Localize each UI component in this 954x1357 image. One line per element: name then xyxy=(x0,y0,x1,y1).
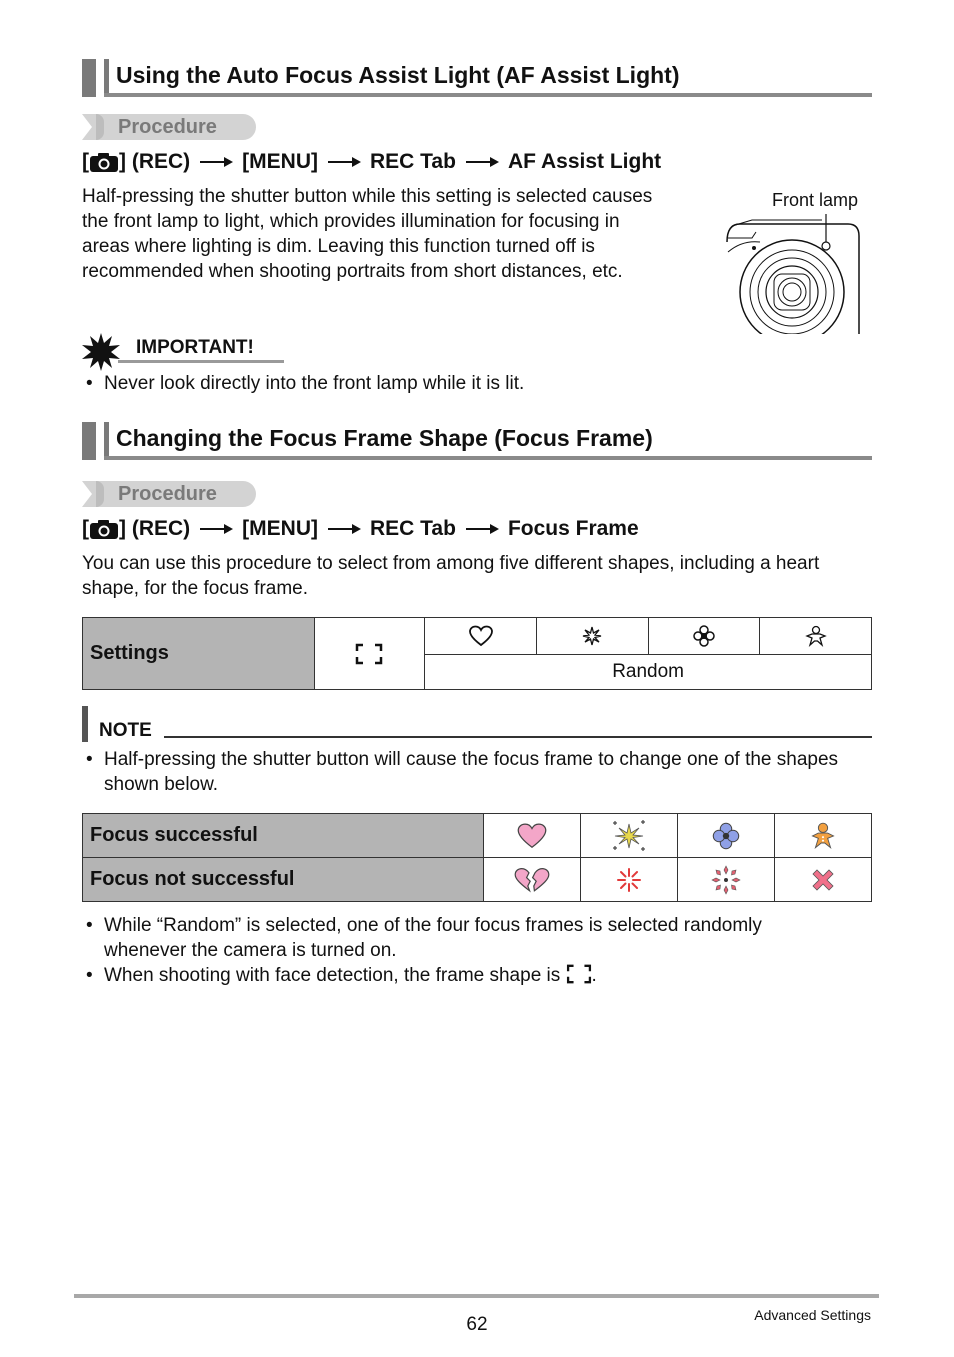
footer-section-name: Advanced Settings xyxy=(754,1307,871,1323)
important-label: IMPORTANT! xyxy=(136,337,254,358)
path-item: Focus Frame xyxy=(507,517,639,540)
menu-path: [ ] (REC) [MENU] REC Tab AF Assist Light xyxy=(82,150,662,173)
settings-table xyxy=(82,617,872,690)
path-menu: [MENU] xyxy=(242,517,318,540)
procedure-badge xyxy=(82,481,256,507)
heart-outline-icon xyxy=(425,618,537,655)
path-tab: REC Tab xyxy=(369,517,456,540)
arrow-right-icon xyxy=(464,156,500,168)
note-bar xyxy=(82,706,88,742)
path-rec: (REC) xyxy=(131,517,191,540)
heart-pink-icon xyxy=(484,814,581,858)
row-label: Focus not successful xyxy=(83,858,484,902)
bracket-frame-icon xyxy=(566,964,592,984)
burst-icon xyxy=(82,333,120,371)
procedure-label: Procedure xyxy=(118,483,217,505)
camera-icon xyxy=(89,152,119,173)
broken-heart-pink-icon xyxy=(484,858,581,902)
gingerbread-orange-icon xyxy=(775,814,872,858)
random-label: Random xyxy=(425,655,872,690)
heading-bar xyxy=(82,59,96,97)
procedure-label: Procedure xyxy=(118,116,217,138)
important-underline xyxy=(118,360,284,363)
arrow-right-icon xyxy=(326,523,362,535)
note-label: NOTE xyxy=(99,720,152,741)
figure-label: Front lamp xyxy=(772,190,859,210)
section-heading xyxy=(82,59,872,97)
arrow-right-icon xyxy=(198,156,234,168)
row-label: Focus successful xyxy=(83,814,484,858)
path-menu: [MENU] xyxy=(242,150,318,173)
path-rec: (REC) xyxy=(131,150,191,173)
focus-status-table xyxy=(82,813,872,902)
section-description: Half-pressing the shutter button while this setting is selected causes the front lamp to light, which provides illumination for focusing in areas where lighting is dim. Leaving this function turned off is recommended when shooting portraits from short distances, etc. xyxy=(82,186,653,282)
arrow-right-icon xyxy=(198,523,234,535)
gingerbread-outline-icon xyxy=(760,618,872,655)
camera-front-illustration xyxy=(722,212,867,337)
note-divider xyxy=(164,736,872,738)
heading-bar xyxy=(104,59,109,97)
flower-blue-icon xyxy=(678,814,775,858)
heading-underline xyxy=(104,93,872,97)
camera-icon xyxy=(89,519,119,540)
section-title: Changing the Focus Frame Shape (Focus Frame) xyxy=(116,425,653,451)
section-description: You can use this procedure to select from among five different shapes, including a heart shape, for the focus frame. xyxy=(82,553,820,599)
section-title: Using the Auto Focus Assist Light (AF Assist Light) xyxy=(116,62,680,88)
heading-underline xyxy=(104,456,872,460)
scattered-flower-red-icon xyxy=(678,858,775,902)
menu-path: [ ] (REC) [MENU] REC Tab Focus Frame xyxy=(82,517,639,540)
arrow-right-icon xyxy=(326,156,362,168)
cross-pink-icon xyxy=(775,858,872,902)
sparkle-yellow-icon xyxy=(581,814,678,858)
burst-red-icon xyxy=(581,858,678,902)
settings-header: Settings xyxy=(83,618,315,690)
heading-bar xyxy=(104,422,109,460)
flower-outline-icon xyxy=(648,618,760,655)
procedure-badge xyxy=(82,114,256,140)
page-number: 62 xyxy=(466,1314,488,1335)
path-item: AF Assist Light xyxy=(507,150,662,173)
footer-divider xyxy=(74,1294,879,1298)
arrow-right-icon xyxy=(464,523,500,535)
heading-bar xyxy=(82,422,96,460)
path-tab: REC Tab xyxy=(369,150,456,173)
section-heading xyxy=(82,422,872,460)
bracket-frame-icon xyxy=(314,618,425,690)
sparkle-outline-icon xyxy=(536,618,648,655)
